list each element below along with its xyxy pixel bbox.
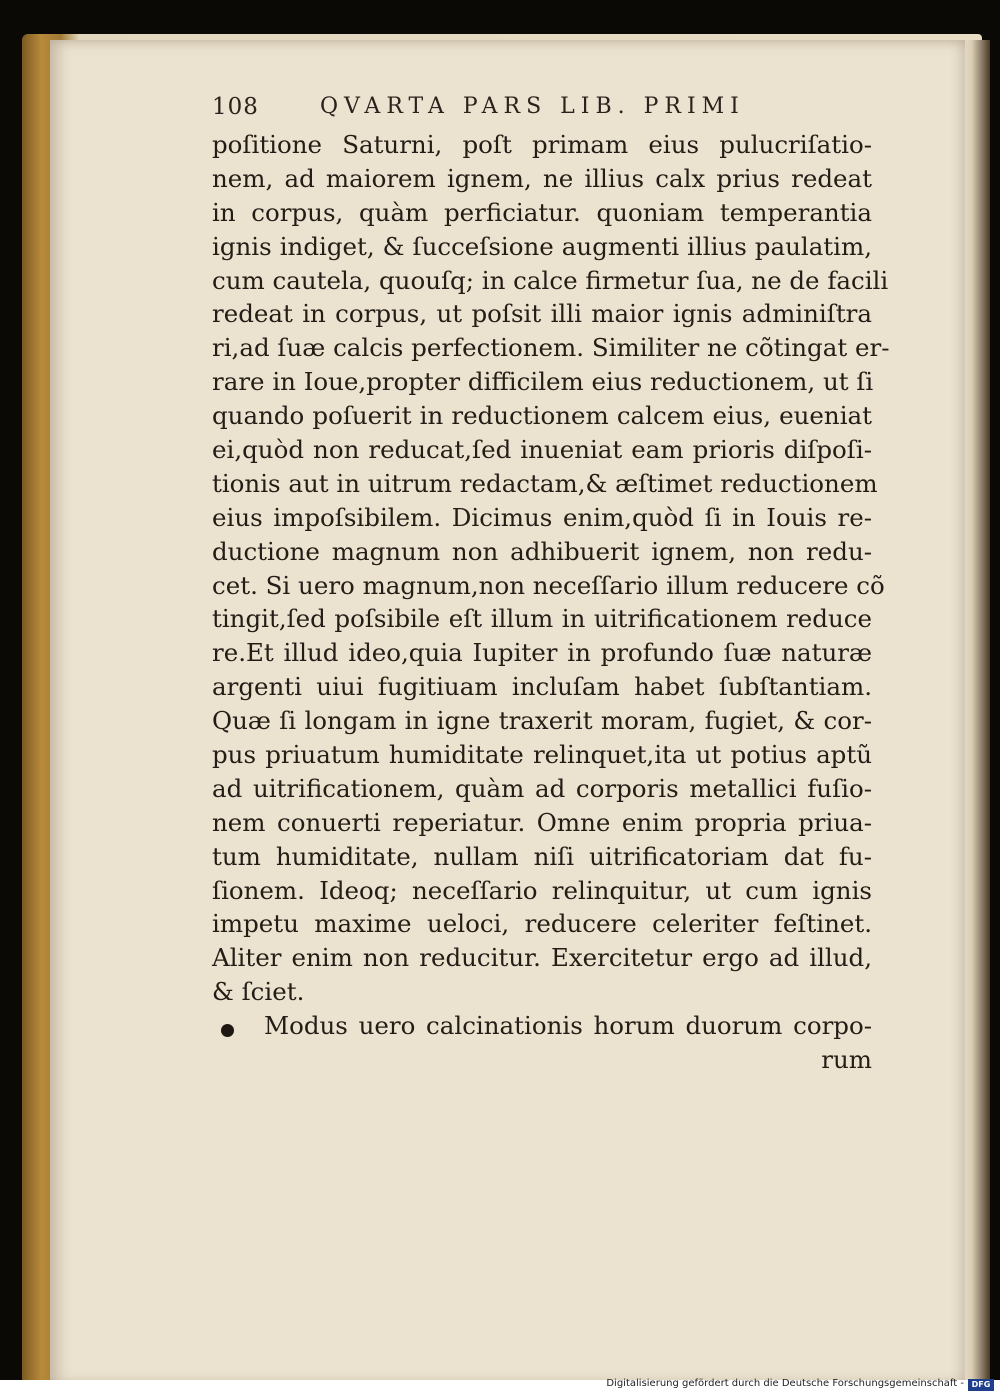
text-line: ignis indiget, & ſucceſsione augmenti illius paulatim, xyxy=(212,231,872,261)
dfg-logo: DFG xyxy=(968,1379,994,1391)
text-line: ductione magnum non adhibuerit ignem, non redu- xyxy=(212,536,872,566)
running-title: QVARTA PARS LIB. PRIMI xyxy=(320,94,745,119)
page-number: 108 xyxy=(212,94,259,120)
catchword: rum xyxy=(821,1045,872,1075)
text-line: impetu maxime ueloci, reducere celeriter feſtinet. xyxy=(212,909,872,939)
text-line: Quæ ſi longam in igne traxerit moram, fugiet, & cor- xyxy=(212,706,872,736)
text-line: poſitione Saturni, poſt primam eius pulucriſatio- xyxy=(212,130,872,159)
text-line: tionis aut in uitrum redactam,& æſtimet reductionem xyxy=(212,468,878,498)
text-line: cet. Si uero magnum,non neceſſario illum reducere cõ xyxy=(212,570,885,600)
body-text xyxy=(212,128,912,1077)
ink-blot xyxy=(221,1024,234,1037)
text-line: tingit,ſed poſsibile eſt illum in uitrificationem reduce xyxy=(212,604,872,634)
text-line: nem, ad maiorem ignem, ne illius calx prius redeat xyxy=(212,163,872,193)
text-line: ſionem. Ideoq; neceſſario relinquitur, ut cum ignis xyxy=(212,875,872,905)
text-line: ri,ad ſuæ calcis perfectionem. Similiter ne cõtingat er- xyxy=(212,333,890,363)
text-line: & ſciet. xyxy=(212,977,305,1007)
digitization-credit: Digitalisierung gefördert durch die Deutsche Forschungsgemeinschaft - xyxy=(606,1378,964,1389)
text-line: tum humiditate, nullam niſi uitrificatoriam dat fu- xyxy=(212,841,872,871)
text-line: Aliter enim non reducitur. Exercitetur ergo ad illud, xyxy=(212,943,872,973)
text-line: ei,quòd non reducat,ſed inueniat eam prioris diſpoſi- xyxy=(212,435,872,465)
text-line: nem conuerti reperiatur. Omne enim propria priua- xyxy=(212,807,872,837)
running-head xyxy=(212,90,812,126)
text-line: pus priuatum humiditate relinquet,ita ut potius aptũ xyxy=(212,740,872,770)
text-line: ad uitrificationem, quàm ad corporis metallici fuſio- xyxy=(212,773,872,803)
paragraph-first-line: Modus uero calcinationis horum duorum corpo- xyxy=(264,1011,872,1041)
text-line: argenti uiui fugitiuam incluſam habet ſubſtantiam. xyxy=(212,672,872,702)
text-line: eius impoſsibilem. Dicimus enim,quòd ſi in Iouis re- xyxy=(212,502,872,532)
text-line: re.Et illud ideo,quia Iupiter in profundo ſuæ naturæ xyxy=(212,638,872,668)
text-line: in corpus, quàm perficiatur. quoniam temperantia xyxy=(212,197,872,227)
text-line: cum cautela, quouſq; in calce firmetur ſua, ne de facili xyxy=(212,265,889,295)
text-line: rare in Ioue,propter difficilem eius reductionem, ut ſi xyxy=(212,367,874,397)
text-line: redeat in corpus, ut poſsit illi maior ignis adminiſtra xyxy=(212,299,872,329)
text-line: quando poſuerit in reductionem calcem eius, eueniat xyxy=(212,401,872,431)
